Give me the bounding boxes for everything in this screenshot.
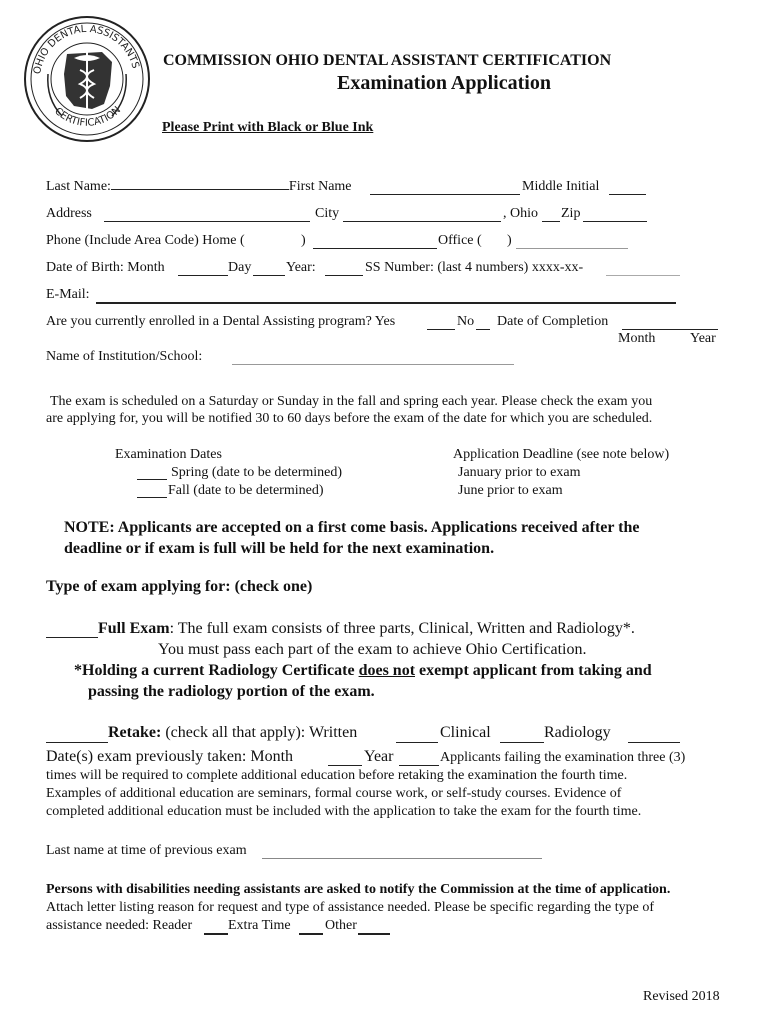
schedule-text-line2: are applying for, you will be notified 30 to 60 days before the exam of the date for which you are scheduled. xyxy=(46,411,653,426)
retake-label: Retake: xyxy=(108,724,162,741)
svg-text:CERTIFICATION: CERTIFICATION xyxy=(52,104,124,129)
failing-note-line2: times will be required to complete additional education before retaking the examination the fourth time. xyxy=(46,768,628,783)
full-exam-label: Full Exam xyxy=(98,620,170,637)
office-phone-field[interactable] xyxy=(516,247,628,249)
ssn-field[interactable] xyxy=(606,274,680,276)
revision-date: Revised 2018 xyxy=(643,989,720,1004)
note-line2: deadline or if exam is full will be held for the next examination. xyxy=(64,540,495,557)
enrolled-question: Are you currently enrolled in a Dental Assisting program? Yes xyxy=(46,314,396,329)
city-label: City xyxy=(315,206,340,221)
address-field[interactable] xyxy=(104,220,310,222)
first-name-field[interactable] xyxy=(370,193,520,195)
failing-note-start: Applicants failing the examination three (3) xyxy=(440,750,686,765)
full-exam-line1 xyxy=(98,620,635,638)
failing-note-line4: completed additional education must be included with the application to take the exam for the fourth time. xyxy=(46,804,642,819)
assistance-other-label: Other xyxy=(325,918,357,933)
full-exam-check-field[interactable] xyxy=(46,636,98,638)
last-name-label: Last Name: xyxy=(46,179,111,194)
email-field[interactable] xyxy=(96,301,676,304)
svg-text:OHIO DENTAL ASSISTANTS: OHIO DENTAL ASSISTANTS xyxy=(32,23,141,76)
dob-label: Date of Birth: Month xyxy=(46,260,165,275)
assistance-reader-field[interactable] xyxy=(204,932,228,935)
address-label: Address xyxy=(46,206,92,221)
office-label: Office ( xyxy=(438,233,482,248)
fall-check-field[interactable] xyxy=(137,496,167,498)
assistance-extra-time-label: Extra Time xyxy=(228,918,291,933)
schedule-text-line1: The exam is scheduled on a Saturday or Sunday in the fall and spring each year. Please check the exam you xyxy=(50,394,653,409)
phone-label: Phone (Include Area Code) Home ( xyxy=(46,233,245,248)
radiology-note-line2: passing the radiology portion of the exam. xyxy=(88,683,375,700)
completion-date-field[interactable] xyxy=(622,328,718,330)
exam-dates-header: Examination Dates xyxy=(115,447,222,462)
completion-label: Date of Completion xyxy=(497,314,609,329)
middle-initial-field[interactable] xyxy=(609,193,646,195)
retake-radiology-label: Radiology xyxy=(544,724,611,741)
retake-line: Retake: (check all that apply): Written xyxy=(108,724,358,741)
radiology-note-line1: *Holding a current Radiology Certificate does not exempt applicant from taking and xyxy=(74,662,652,679)
page-title: Examination Application xyxy=(337,72,551,94)
dob-year-field[interactable] xyxy=(325,274,363,276)
spring-check-field[interactable] xyxy=(137,478,167,480)
spring-option: Spring (date to be determined) xyxy=(171,465,343,480)
home-phone-field[interactable] xyxy=(313,247,437,249)
zip-label: Zip xyxy=(561,206,581,221)
deadline-june: June prior to exam xyxy=(458,483,563,498)
middle-initial-label: Middle Initial xyxy=(522,179,600,194)
deadline-january: January prior to exam xyxy=(458,465,581,480)
retake-check-field[interactable] xyxy=(46,741,108,743)
full-exam-line2: You must pass each part of the exam to achieve Ohio Certification. xyxy=(158,641,587,658)
dob-month-field[interactable] xyxy=(178,274,228,276)
ohio-blank xyxy=(542,220,560,222)
previous-exam-label: Date(s) exam previously taken: Month xyxy=(46,748,294,765)
commission-seal-logo xyxy=(22,14,152,144)
institution-field[interactable] xyxy=(232,363,514,365)
last-name-field[interactable] xyxy=(111,188,289,190)
assistance-reader-label: assistance needed: Reader xyxy=(46,918,193,933)
previous-year-label: Year xyxy=(364,748,394,765)
retake-radiology-field[interactable] xyxy=(628,741,680,743)
note-line1: NOTE: Applicants are accepted on a first come basis. Applications received after the xyxy=(64,519,640,536)
ssn-label: SS Number: (last 4 numbers) xxxx-xx- xyxy=(365,260,584,275)
dob-day-label: Day xyxy=(228,260,252,275)
enrolled-no-field[interactable] xyxy=(476,328,490,330)
phone-paren: ) xyxy=(301,233,306,248)
zip-field[interactable] xyxy=(583,220,647,222)
retake-written-field[interactable] xyxy=(396,741,438,743)
fall-option: Fall (date to be determined) xyxy=(168,483,324,498)
city-field[interactable] xyxy=(343,220,501,222)
exam-type-header: Type of exam applying for: (check one) xyxy=(46,578,313,595)
retake-clinical-label: Clinical xyxy=(440,724,491,741)
ink-instruction: Please Print with Black or Blue Ink xyxy=(162,120,374,135)
failing-note-line3: Examples of additional education are seminars, formal course work, or self-study courses. Evidence of xyxy=(46,786,622,801)
enrolled-no-label: No xyxy=(457,314,475,329)
dob-year-label: Year: xyxy=(286,260,316,275)
previous-last-name-label: Last name at time of previous exam xyxy=(46,843,247,858)
assistance-extra-time-field[interactable] xyxy=(299,932,323,935)
office-paren: ) xyxy=(507,233,512,248)
completion-month-caption: Month xyxy=(618,331,656,346)
disability-instruction: Attach letter listing reason for request and type of assistance needed. Please be specific regarding the type of xyxy=(46,900,654,915)
email-label: E-Mail: xyxy=(46,287,90,302)
organization-title: COMMISSION OHIO DENTAL ASSISTANT CERTIFICATION xyxy=(163,52,612,69)
institution-label: Name of Institution/School: xyxy=(46,349,203,364)
disability-notice: Persons with disabilities needing assistants are asked to notify the Commission at the time of application. xyxy=(46,882,671,897)
ohio-label: , Ohio xyxy=(503,206,538,221)
previous-year-field[interactable] xyxy=(399,764,439,766)
previous-last-name-field[interactable] xyxy=(262,857,542,859)
retake-clinical-field[interactable] xyxy=(500,741,544,743)
enrolled-yes-field[interactable] xyxy=(427,328,455,330)
completion-year-caption: Year xyxy=(690,331,716,346)
dob-day-field[interactable] xyxy=(253,274,285,276)
name-row xyxy=(46,179,352,195)
full-exam-description: : The full exam consists of three parts, Clinical, Written and Radiology*. xyxy=(169,620,635,637)
assistance-other-field[interactable] xyxy=(358,932,390,935)
first-name-label: First Name xyxy=(288,179,352,194)
deadline-header: Application Deadline (see note below) xyxy=(453,447,670,462)
previous-month-field[interactable] xyxy=(328,764,362,766)
